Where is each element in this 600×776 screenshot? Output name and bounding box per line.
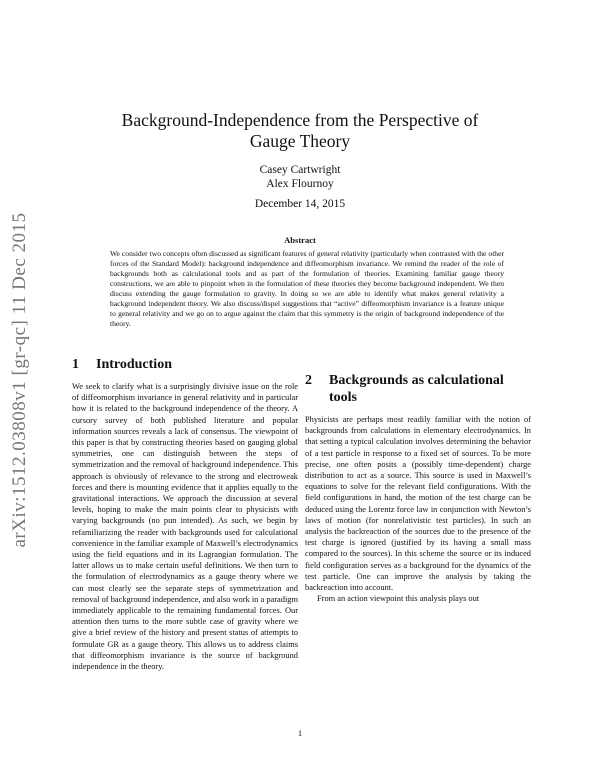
page-number: 1 [297, 728, 303, 738]
author-list [0, 163, 600, 191]
author-name: Casey Cartwright [259, 164, 341, 176]
section-title: Backgrounds as calculational tools [329, 373, 504, 405]
paragraph: We seek to clarify what is a surprisingly divisive issue on the role of diffeomorphism invariance in general relativity and in particular how it is related to the background independence of the theory. A cursory survey of both published literature and popular information sources reveals a lack of consensus. The viewpoint of this paper is that by constructing theories based on gauging global symmetries, one can distinguish between the steps of symmetrization and the removal of background independence. This approach is obviously of relevance to the strong and electroweak forces and there is mounting evidence that it applies equally to the gravitational interactions. We approach the discussion at several levels, hoping to make the main points clear to physicists with varying backgrounds (no pun intended). As such, we begin by refamiliarizing the reader with backgrounds used for calculational convenience in the familiar example of Maxwell’s electrodynamics using the field equations and in its Lagrangian formulation. The latter allows us to make certain useful definitions. We then turn to the formulation of electrodynamics as a gauge theory where we can most clearly see the separate steps of symmetrization and removal of background independence, and also work in a paradigm immediately applicable to the remaining fundamental forces. Our attention then turns to the more subtle case of gravity where we give a brief review of the history and present status of attempts to formulate GR as a gauge theory. This allows us to address claims that diffeomorphism invariance is the source of background independence in the theory. [72, 382, 298, 672]
section-title: Introduction [96, 357, 172, 372]
abstract-text: We consider two concepts often discussed as significant features of general relativity (particularly when contrasted with the other forces of the Standard Model): background independence and diffeomorphism invariance. We remind the reader of the role of backgrounds both as calculational tools and as part of the formulation of theories. Examining familiar gauge theory constructions, we are able to pinpoint when in the formulation of these theories they become background independent. We then discuss extending the gauge formulation to gravity. In doing so we are able to identify what makes general relativity a background independent theory. We also discuss/dispel suggestions that “active” diffeomorphism invariance is a feature unique to general relativity and we go on to argue against the claim that this symmetry is the origin of background independence of the theory. [110, 249, 504, 328]
author-name: Alex Flournoy [266, 178, 334, 190]
section-heading [305, 372, 531, 406]
abstract-heading: Abstract [284, 235, 316, 245]
left-column [72, 356, 298, 672]
right-column [305, 356, 531, 604]
section-number: 2 [305, 373, 312, 388]
paragraph: Physicists are perhaps most readily familiar with the notion of backgrounds from calculations in elementary electrodynamics. In that setting a typical calculation involves determining the behavior of a test particle in response to a fixed set of sources. To be more precise, one often posits a (possibly time-dependent) charge distribution to act as a source. This source is used in Maxwell’s equations to solve for the relevant field configurations. With the field configurations in hand, the motion of the test charge can be deduced using the Lorentz force law in conjunction with Newton’s laws of motion (for nonrelativistic test particles). In such an analysis the backreaction of the sources due to the presence of the test charge is ignored (justified by its having a small mass compared to the sources). In this scheme the source or its induced field configuration serves as a background for the dynamics of the test particle. One can improve the analysis by taking the backreaction into account. [305, 415, 531, 593]
paper-title: Background-Independence from the Perspective of Gauge Theory [121, 110, 479, 151]
paper-date: December 14, 2015 [254, 198, 346, 210]
section-number: 1 [72, 357, 79, 372]
paragraph: From an action viewpoint this analysis plays out [317, 594, 480, 604]
arxiv-stamp [6, 190, 34, 570]
arxiv-stamp-text: arXiv:1512.03808v1 [gr-qc] 11 Dec 2015 [9, 212, 30, 548]
section-heading [72, 356, 298, 373]
